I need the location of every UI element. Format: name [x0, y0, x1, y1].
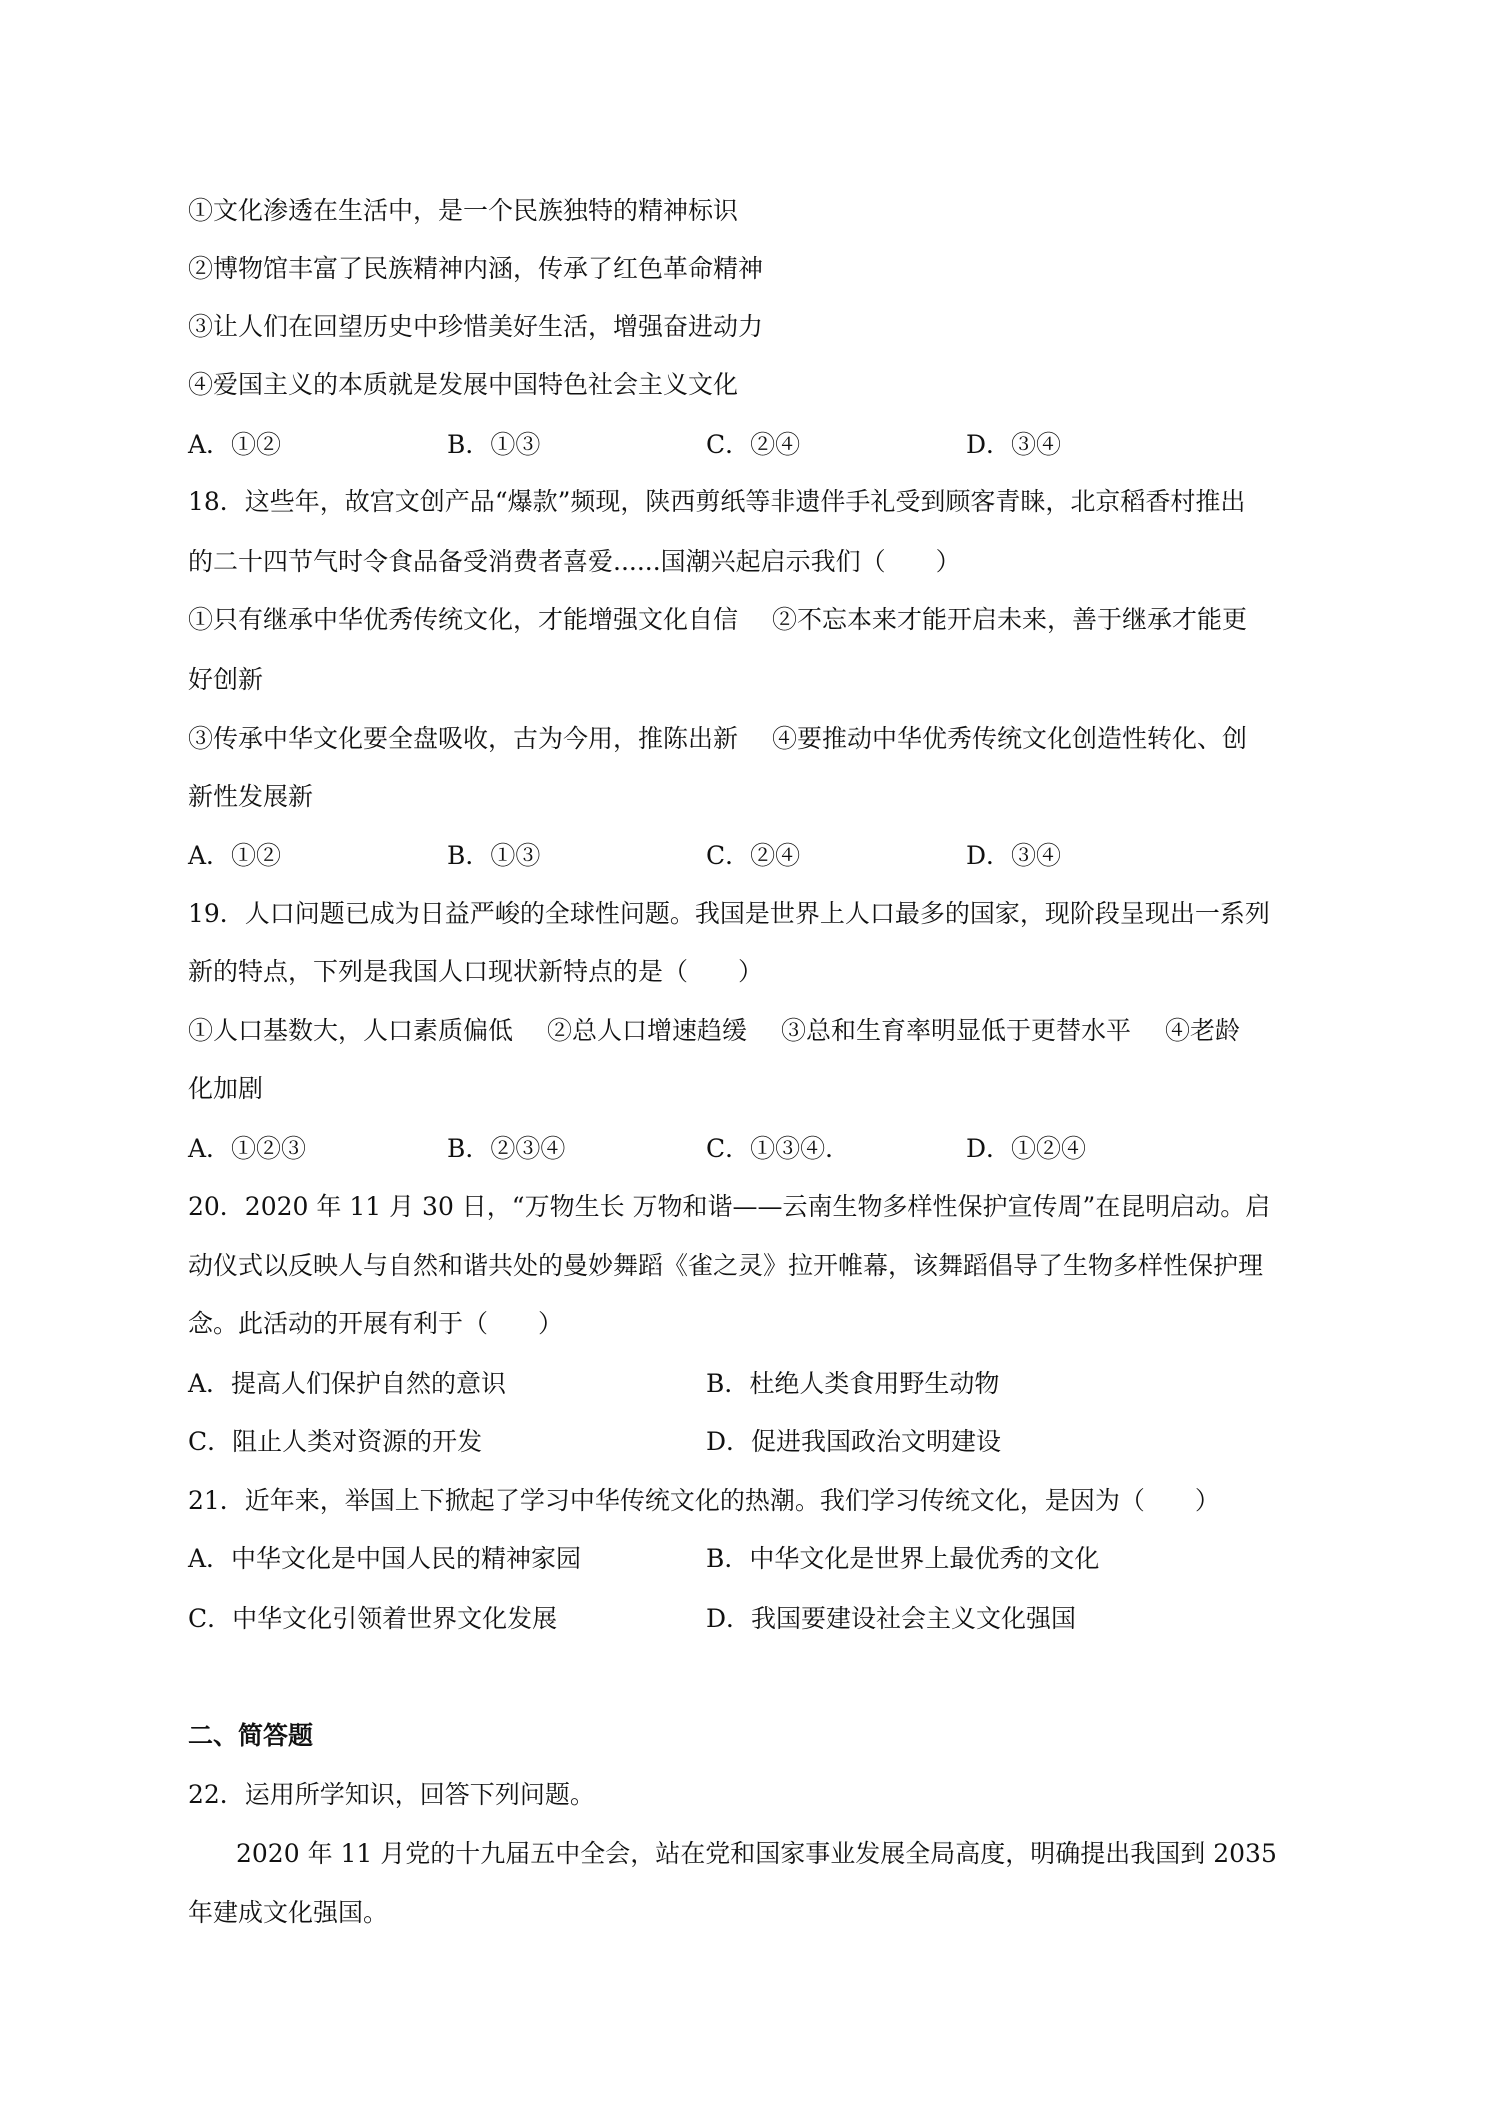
q22-material-1: 2020 年 11 月党的十九届五中全会，站在党和国家事业发展全局高度，明确提出我国到 2035 — [236, 1839, 1277, 1868]
q18-stem-2: 的二十四节气时令食品备受消费者喜爱......国潮兴起启示我们（ ） — [188, 547, 961, 576]
q18-option-b[interactable]: B．①③ — [447, 841, 541, 870]
q19-option-c[interactable]: C．①③④． — [706, 1134, 851, 1163]
q19-item-4: ④老龄 — [1165, 1016, 1241, 1045]
section-heading: 二、简答题 — [188, 1721, 314, 1750]
q20-option-b[interactable]: B．杜绝人类食用野生动物 — [706, 1369, 1000, 1398]
q18-option-a[interactable]: A．①② — [188, 841, 282, 870]
q18-stem-1: 18．这些年，故宫文创产品“爆款”频现，陕西剪纸等非遗伴手礼受到顾客青睐，北京稻香村推出 — [188, 487, 1246, 516]
q18-items-row-3 — [188, 721, 1318, 757]
q17-option-d[interactable]: D．③④ — [966, 430, 1062, 459]
q21-option-c[interactable]: C．中华文化引领着世界文化发展 — [188, 1604, 558, 1633]
q21-option-d[interactable]: D．我国要建设社会主义文化强国 — [706, 1604, 1077, 1633]
q17-option-c[interactable]: C．②④ — [706, 430, 801, 459]
q19-item-3: ③总和生育率明显低于更替水平 — [781, 1016, 1132, 1045]
q19-items-row-1 — [188, 1013, 1318, 1049]
q19-item-1: ①人口基数大，人口素质偏低 — [188, 1016, 514, 1045]
q20-option-a[interactable]: A．提高人们保护自然的意识 — [188, 1369, 507, 1398]
q19-option-d[interactable]: D．①②④ — [966, 1134, 1087, 1163]
q21-option-a[interactable]: A．中华文化是中国人民的精神家园 — [188, 1544, 582, 1573]
q19-item-2: ②总人口增速趋缓 — [547, 1016, 748, 1045]
q18-item-4: ④要推动中华优秀传统文化创造性转化、创 — [772, 724, 1248, 753]
q20-stem-1: 20．2020 年 11 月 30 日，“万物生长 万物和谐——云南生物多样性保护宣传周”在昆明启动。启 — [188, 1192, 1271, 1221]
q21-stem: 21．近年来，举国上下掀起了学习中华传统文化的热潮。我们学习传统文化，是因为（ ） — [188, 1486, 1220, 1515]
q20-option-c[interactable]: C．阻止人类对资源的开发 — [188, 1427, 483, 1456]
q17-item-1: ①文化渗透在生活中，是一个民族独特的精神标识 — [188, 196, 739, 225]
q17-item-3: ③让人们在回望历史中珍惜美好生活，增强奋进动力 — [188, 312, 764, 341]
q18-option-d[interactable]: D．③④ — [966, 841, 1062, 870]
q18-items-row-4: 新性发展新 — [188, 782, 314, 811]
q22-material-2: 年建成文化强国。 — [188, 1898, 389, 1927]
q22-stem: 22．运用所学知识，回答下列问题。 — [188, 1780, 595, 1809]
q19-stem-1: 19．人口问题已成为日益严峻的全球性问题。我国是世界上人口最多的国家，现阶段呈现出一系列 — [188, 899, 1270, 928]
q18-item-2: ②不忘本来才能开启未来，善于继承才能更 — [772, 605, 1248, 634]
q17-option-b[interactable]: B．①③ — [447, 430, 541, 459]
q17-option-a[interactable]: A．①② — [188, 430, 282, 459]
q19-stem-2: 新的特点，下列是我国人口现状新特点的是（ ） — [188, 957, 764, 986]
q18-option-c[interactable]: C．②④ — [706, 841, 801, 870]
q19-option-b[interactable]: B．②③④ — [447, 1134, 566, 1163]
q18-item-1: ①只有继承中华优秀传统文化，才能增强文化自信 — [188, 605, 739, 634]
q17-item-2: ②博物馆丰富了民族精神内涵，传承了红色革命精神 — [188, 254, 764, 283]
q20-option-d[interactable]: D．促进我国政治文明建设 — [706, 1427, 1002, 1456]
q20-stem-2: 动仪式以反映人与自然和谐共处的曼妙舞蹈《雀之灵》拉开帷幕，该舞蹈倡导了生物多样性保护理 — [188, 1251, 1264, 1280]
q18-items-row-1 — [188, 602, 1318, 638]
q18-items-row-2: 好创新 — [188, 665, 264, 694]
q17-item-4: ④爱国主义的本质就是发展中国特色社会主义文化 — [188, 370, 739, 399]
q19-option-a[interactable]: A．①②③ — [188, 1134, 307, 1163]
q19-items-row-2: 化加剧 — [188, 1074, 264, 1103]
q20-stem-3: 念。此活动的开展有利于（ ） — [188, 1309, 564, 1338]
q21-option-b[interactable]: B．中华文化是世界上最优秀的文化 — [706, 1544, 1100, 1573]
q18-item-3: ③传承中华文化要全盘吸收，古为今用，推陈出新 — [188, 724, 739, 753]
